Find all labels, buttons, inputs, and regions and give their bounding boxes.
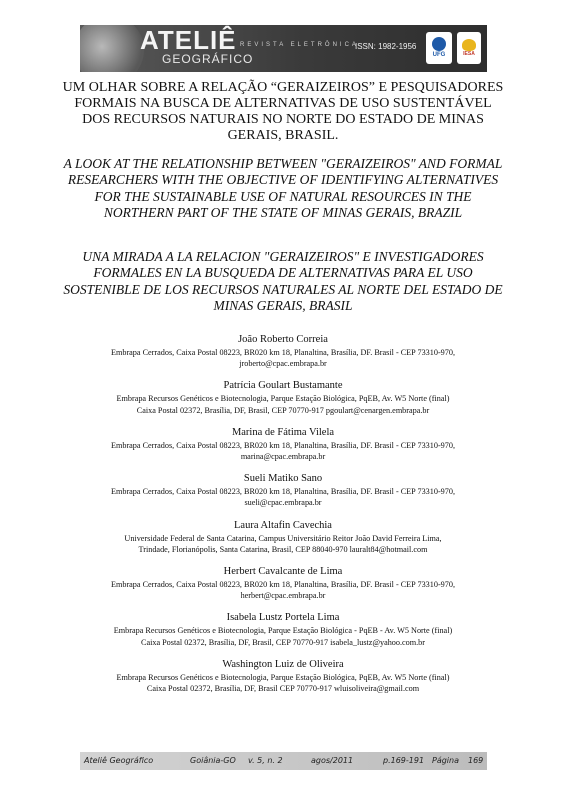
author-affiliation-line: Caixa Postal 02372, Brasília, DF, Brasil, CEP 70770-917 pgoulart@cenargen.embrapa.br bbox=[136, 405, 430, 415]
author-name: João Roberto Correia bbox=[238, 334, 328, 345]
ufg-emblem-icon bbox=[432, 37, 446, 51]
author-affiliation-line: Universidade Federal de Santa Catarina, Campus Universitário Reitor João David Ferreira Lima, bbox=[124, 533, 442, 543]
iesa-emblem-icon bbox=[462, 39, 476, 51]
author-entry bbox=[40, 426, 526, 462]
author-affiliation-line: herbert@cpac.embrapa.br bbox=[240, 591, 326, 601]
iesa-logo-text: IESA bbox=[463, 50, 475, 57]
author-affiliation-line: Caixa Postal 02372, Brasília, DF, Brasil CEP 70770-917 wluisoliveira@gmail.com bbox=[146, 684, 420, 694]
author-name: Herbert Cavalcante de Lima bbox=[223, 566, 343, 578]
journal-brand-title: ATELIÊ bbox=[140, 25, 237, 55]
footer-page-number: 169 bbox=[468, 756, 484, 765]
journal-header-banner bbox=[80, 25, 487, 72]
footer-page-label: Página bbox=[432, 756, 459, 765]
ufg-logo bbox=[426, 32, 452, 64]
author-name: Laura Altafin Cavechia bbox=[234, 519, 332, 531]
author-affiliation-line: jroberto@cpac.embrapa.br bbox=[239, 359, 327, 369]
author-affiliation-line: Embrapa Recursos Genéticos e Biotecnologia, Parque Estação Biológica - PqEB - Av. W5 Norte (final) bbox=[113, 626, 453, 636]
journal-issn: ISSN: 1982-1956 bbox=[355, 42, 417, 51]
author-affiliation-line: Embrapa Cerrados, Caixa Postal 08223, BR020 km 18, Planaltina, Brasília, DF. Brasil - CEP 73310-970, bbox=[110, 348, 456, 357]
author-affiliation-line: Embrapa Recursos Genéticos e Biotecnologia, Parque Estação Biológica, PqEB, Av. W5 Norte (final) bbox=[116, 672, 450, 682]
footer-volume: v. 5, n. 2 bbox=[248, 756, 283, 765]
author-affiliation-line: Embrapa Recursos Genéticos e Biotecnologia, Parque Estação Biológica, PqEB, Av. W5 Norte (final) bbox=[116, 394, 450, 404]
journal-emblem-swirl bbox=[80, 25, 144, 72]
author-affiliation-line: Embrapa Cerrados, Caixa Postal 08223, BR020 km 18, Planaltina, Brasília, DF. Brasil - CEP 73310-970, bbox=[110, 440, 456, 450]
ufg-logo-text: UFG bbox=[432, 52, 446, 58]
author-list bbox=[40, 333, 526, 704]
author-affiliation-line: Embrapa Cerrados, Caixa Postal 08223, BR020 km 18, Planaltina, Brasília, DF. Brasil - CEP 73310-970, bbox=[110, 487, 456, 497]
author-affiliation-line: Caixa Postal 02372, Brasília, DF, Brasil, CEP 70770-917 isabela_lustz@yahoo.com.br bbox=[140, 637, 425, 647]
page-footer bbox=[80, 752, 487, 770]
journal-brand-subtitle: GEOGRÁFICO bbox=[162, 52, 254, 66]
author-affiliation-line: marina@cpac.embrapa.br bbox=[240, 452, 326, 462]
author-name: Marina de Fátima Vilela bbox=[231, 426, 335, 438]
author-affiliation-line: Embrapa Cerrados, Caixa Postal 08223, BR020 km 18, Planaltina, Brasília, DF. Brasil - CEP 73310-970, bbox=[110, 580, 456, 590]
author-entry bbox=[40, 658, 526, 694]
title-spanish: UNA MIRADA A LA RELACION "GERAIZEIROS" E INVESTIGADORES FORMALES EN LA BUSQUEDA DE ALTERNATIVAS PARA EL USO SOSTENIBLE DE LOS RECURSOS NATURALES AL NORTE DEL ESTADO DE MINAS GERAIS, BRASIL bbox=[63, 249, 503, 314]
iesa-logo bbox=[457, 32, 481, 64]
author-name: Isabela Lustz Portela Lima bbox=[226, 612, 340, 624]
footer-city: Goiânia-GO bbox=[190, 756, 236, 765]
footer-pages: p.169-191 bbox=[383, 756, 425, 765]
footer-journal-name: Ateliê Geográfico bbox=[84, 756, 154, 765]
author-entry bbox=[40, 611, 526, 647]
journal-tagline: REVISTA ELETRÔNICA bbox=[240, 42, 359, 48]
author-name: Sueli Matiko Sano bbox=[243, 473, 323, 485]
footer-date: agos/2011 bbox=[311, 756, 354, 765]
author-entry bbox=[40, 379, 526, 415]
author-affiliation-line: Trindade, Florianópolis, Santa Catarina, Brasil, CEP 88040-970 lauralt84@hotmail.com bbox=[138, 544, 428, 554]
author-entry bbox=[40, 565, 526, 601]
author-entry bbox=[40, 472, 526, 508]
author-entry bbox=[40, 333, 526, 369]
author-entry bbox=[40, 519, 526, 555]
title-english: A LOOK AT THE RELATIONSHIP BETWEEN "GERAIZEIROS" AND FORMAL RESEARCHERS WITH THE OBJECTIVE OF IDENTIFYING ALTERNATIVES FOR THE SUSTAINABLE USE OF NATURAL RESOURCES IN THE NORTHERN PART OF THE STATE OF MINAS GERAIS, BRAZIL bbox=[63, 156, 503, 221]
author-name: Patrícia Goulart Bustamante bbox=[223, 380, 343, 392]
title-portuguese: UM OLHAR SOBRE A RELAÇÃO “GERAIZEIROS” E PESQUISADORES FORMAIS NA BUSCA DE ALTERNATIVAS DE USO SUSTENTÁVEL DOS RECURSOS NATURAIS NO NORTE DO ESTADO DE MINAS GERAIS, BRASIL. bbox=[62, 80, 504, 143]
author-name: Washington Luiz de Oliveira bbox=[222, 658, 344, 670]
author-affiliation-line: sueli@cpac.embrapa.br bbox=[244, 498, 322, 508]
